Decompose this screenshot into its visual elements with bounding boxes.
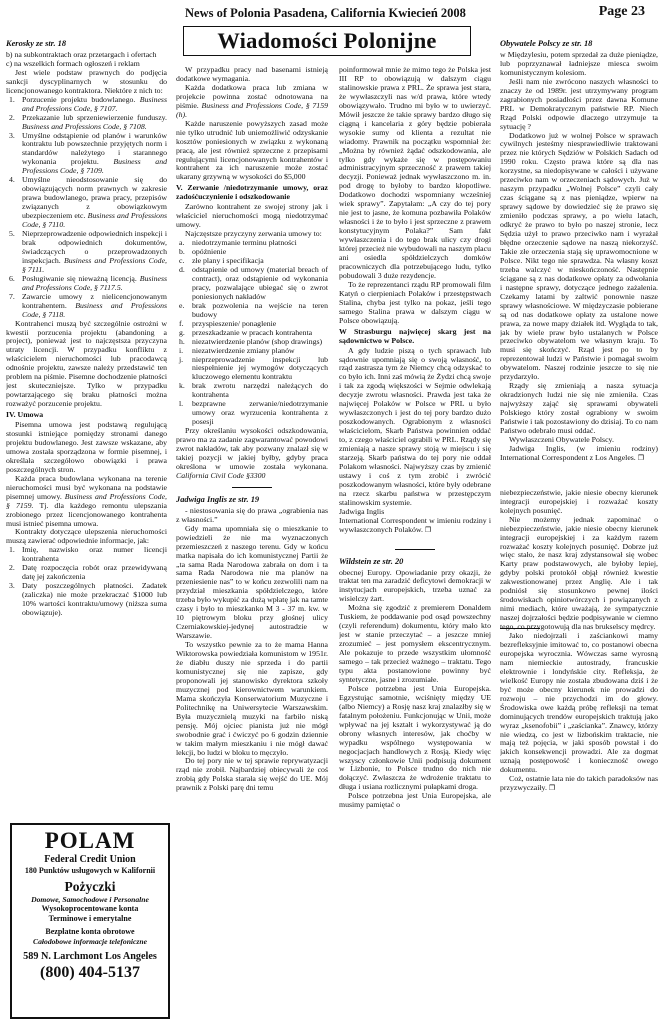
ad-line: Bezpłatne konta obrotowe	[45, 927, 135, 937]
section-heading: V. Zerwanie /niedotrzymanie umowy, oraz zadośćuczynienie i odszkodowanie	[176, 183, 328, 202]
list-item: g. przeszkadzanie w pracach kontrahenta	[179, 327, 313, 337]
paragraph: Polsce potrzebna jest Unia Europejska, ale musimy pamiętać o	[339, 791, 491, 810]
paragraph: Nie możemy jednak zapominać o niebezpieczeństwie, jakie niesie obecny kierunek integracji europejskiej i za każdym razem rozważać koszty kolejnych posunięć. Dobrze już więc stało, że nasz kraj zdystansował się wobec Karty praw podstawowych, ale byłoby lepiej, gdyby polski protokół objął również kwestie zakwestionowanej przez Anglię. Ale i tak podniósł się stosunkowo pewnej ilości środowiskach opiniotwórczych i powiązanych z nimi mediach, które uważają, że sympatycznie naszej dojrzałości będzie podpisywanie w ciemno tego, co przygotowują dla nas brukselscy mędrcy.	[500, 514, 658, 632]
paragraph: Kontrahenci muszą być szczególnie ostrożni w kwestii porzucenia projektu (abandoning a project), ponieważ jest to najczęstsza przyczyna utraty licencji. W przypadku konfliktu z właścicielem nieruchomości lub pracodawcą odnośnie projektu, zawsze należy przedstawić ten problem na piśmie. Pisemne dochodzenie płatności jest skuteczniejsze. Tylko w przypadku powtarzającego się braku płatności można rozważyć porzucenie projektu.	[6, 318, 167, 409]
paragraph: To że reprezentanci rządu RP promowali film Katyń o cierpieniach Polaków i przestępstwach Stalina, chyba jest tylko na pokaz, jeśli tego samego Stalina prawa w dalszym ciągu w Polsce obowiązują.	[339, 279, 491, 325]
list-item: 4. Umyślne nieodstosowanie się do obowiązujących norm prawnych w zakresie prawa budowlanego, prawa pracy, przepisów związanych z obowiązkowym ubezpieczeniem etc. Business and Professions Code, § 7110.	[9, 175, 167, 230]
list-item: 5. Nieprzeprowadzenie odpowiednich inspekcji i brak odpowiednich dokumentów, świadczących o przeprowadzonych inspekcjach. Business and Professions Code, § 7111.	[9, 229, 167, 274]
list-item: 3. Daty poszczególnych płatności. Zadatek (zaliczka) nie może przekraczać $1000 lub 10% wartości kontraktu/umowy (niższa suma obowiązuje).	[9, 581, 167, 618]
ad-line: Całodobowe informacje telefoniczne	[33, 937, 147, 947]
paragraph: Przy określaniu wysokości odszkodowania, prawo ma za zadanie zagwarantować powodowi zwrot nakładów, tak aby pozwany znalazł się w takiej pozycji w jakiej byłby, gdyby praca określona w umowie została wykonana. California Civil Code §3300	[176, 426, 328, 480]
list-item: a. niedotrzymanie terminu płatności	[179, 238, 297, 248]
paragraph: Zarówno kontrahent ze swojej strony jak i właściciel nieruchomości mogą niedotrzymać umowy.	[176, 202, 328, 230]
end-mark-icon: ❐	[548, 784, 556, 793]
list-item: i. niezatwierdzenie zmiany planów	[179, 345, 295, 355]
page-number: Page 23	[598, 4, 645, 19]
divider	[500, 628, 540, 629]
paragraph: Polsce potrzebna jest Unia Europejska. Egzystując samotnie, wciśnięty między UE (albo Niemcy) a Rosję nasz kraj znalazłby się w fatalnym położeniu. Funkcjonując w Unii, może wpływać na jej kształt i wykorzystywać ją do obrony własnych interesów, jak choćby w wypadku wspólnego występowania w negocjacjach handlowych z Rosją. Kiedy więc wszyscy członkowie Unii podpisują dokument w Lizbonie, to Polsce trudno do nich nie dołączyć. Zwłaszcza że wdrożenie traktatu to długa i usiana rozlicznymi pułapkami droga.	[339, 683, 491, 792]
paragraph: Jeśli nam nie zwrócono naszych własności to znaczy że od 1989r. jest utrzymywany program zagrabionych posiadłości przez dawna Komune PRL w Demokratycznym państwie RP. Niech Rząd Polski odpowie dlaczego utrzymuje ta sytuację ?	[500, 76, 658, 131]
numbered-list	[6, 546, 167, 618]
list-item: c. złe plany i specifikacja	[179, 256, 264, 266]
ad-subtitle: Federal Credit Union	[44, 854, 136, 865]
ad-loan-types: Domowe, Samochodowe i Personalne	[31, 895, 149, 904]
paragraph: Dodatkowo już w wolnej Polsce w sprawach cywilnych jesteśmy niesprawiedliwie traktowani przez nie których Sędziów w Polskich Sadach od 1990 roku. Często prawa które są dla nas korzystne, sa niedopisywane w całości i używane przeciwko nam w orzeczeniach sądowych. Już w naszym przypadku „Wolnej Polsce” czyli cały czas ściągane są z nas pieniądze, wpierw na sprawy sądowe by dowiedzieć się że prawo się zmieniło podczas sprawy, a po wielu latach, odkryć że prawo to było po naszej stronie, lecz Sędzia użył to prawo przeciwko nam i wyrażał błędne orzeczenie sądowe na naszą niekorzyść. Takie złe orzeczenia stają się uprawomocnione w Polsce. Nikt tego nie sprawdza. Na własny koszt trzeba walczyć w nieskończoność. Następnie ściągane są z nas dodatkowe opłaty za odwołania i następne sprawy, dotyczące jednego zażalenia. Czekamy latami by zaltwić ponownie nasze sprawy własnościowe. W międzyczasie pobierane są od nas dodatkowe opłaty za ustalone nowe prawa, za nowe mapy działek itd. Wygląda to tak, jak by wiele praw było ustalanych w Polsce przeciwko obywatelom we własnym kraju. To musi się skończyć. Rząd jest po to by reprezentował ludzi w Państwie i pomagał swoim obywatelom. Naszej rodzinie jeszcze to się nie przydarzyło.	[500, 130, 658, 382]
polam-advertisement	[10, 823, 170, 1019]
paragraph: Wywłaszczeni Obywatele Polscy.	[509, 434, 614, 444]
column-2	[176, 66, 328, 1018]
paragraph: Rządy się zmieniają a nasza sytuacja okradzionych ludzi nie się nie zmieniła. Czas najwyższy zająć się sprawami obywateli Polskiego który został ograbiony w swoim Państwie i tak pozostawiony do dzisiaj. To co nam Państwo odebrało musi oddać.	[500, 381, 658, 435]
paragraph: niebezpieczeństwie, jakie niesie obecny kierunek integracji europejskiej i rozważać koszty kolejnych posunięć.	[500, 487, 658, 515]
lettered-list	[176, 239, 328, 427]
ad-loans-heading: Pożyczki	[64, 879, 116, 894]
paragraph: Do tej pory nie w tej sprawie reprywatyzacji rząd nie zrobił. Najbardziej obiecywali że coś zrobią gdy Polska starała się wejść do UE. Mój prawnik z Polski parę dni temu	[176, 756, 328, 793]
column-3	[339, 66, 491, 1018]
paragraph: - niestosowania się do prawa „ograbienia nas z własności.”	[176, 505, 328, 524]
divider	[395, 549, 435, 550]
list-item: e. brak pozwolenia na wejście na teren budowy	[179, 300, 328, 319]
masthead-line: News of Polonia Pasadena, California Kwiecień 2008	[185, 6, 466, 20]
paragraph: Jest wiele podstaw prawnych do podjęcia sankcji dyscyplinarnych w stosunku do licencjonowanego kontraktora. Niektóre z nich to:	[6, 67, 167, 95]
end-mark-icon: ❐	[424, 525, 432, 534]
section-banner: Wiadomości Polonijne	[183, 26, 471, 56]
paragraph: obecnej Europy. Opowiadanie przy okazji, że traktat ten ma zaradzić deficytowi demokracji w instytucjach europejskich, trzeba uznać za wisielczy żart.	[339, 567, 491, 604]
paragraph: Pisemna umowa jest podstawą regulującą stosunki istniejące pomiędzy stronami danego projektu budowlanego. Jest zawsze wskazane, aby umowa została sporządzona w formie pisemnej, i określała szczegółowo obowiązki i prawa poszczególnych stron.	[6, 420, 167, 474]
paragraph: Każda dodatkowa praca lub zmiana w projekcie powinna zostać odnotowana na piśmie. Business and Professions Code, § 7159 (h).	[176, 82, 328, 119]
ad-phone: (800) 404-5137	[40, 963, 140, 981]
paragraph: poinformował mnie że mimo tego że Polska jest III RP to obowiązują w dalszym ciągu stalinowskie prawa z PRL. Że sprawa jest stara, że wywłaszczyli nas w/d prawa, które wtedy obowiązywało. Trudno mi było w to uwierzyć. Mówił jeszcze że takie sprawy bardzo długo się ciągną i kancelaria z góry będzie pobierała wysokie sumy od klienta a rezultat nie wiadomy. Prawnik na początku wspomniał że: „Można by również żądać odszkodowania, ale tylko gdy wykaże się w postępowaniu administracyjnym sprzeczność z prawem takiej decyzji. Ponieważ jednak wywłaszczono m. in. pod drogę to byłoby to bardzo kłopotliwe. Dodatkowo dochodzi wspomniany wcześniej wiek sprawy”. Zapytałam: „A czy do tej pory nie jest to jasne, że komuna pozbawiła Polaków własności i że to było i jest sprzeczne z prawem konstytucyjnym Polaka?” Sam fakt wywłaszczenia i do tego brak ulicy czy drogi której przecież nie wybudowali na naszym placu ani osiedla spółdzielczych domków pracowniczych dla potrzebującego ludu, tylko pobudowali 3 duże rezydencje.	[339, 66, 491, 280]
paragraph: To wszystko pewnie za to że mama Hanna Wiktorowska powiedziała komunistom w 1951r. że diabłu duszy nie sprzeda i do partii komunistycznej się nie zapisze, gdy proponowali jej stanowisko dyrektora szkoły muzycznej pod kierownictwem warunkiem. Mama skończyła Konserwatorium Muzyczne i Politechnikę na Uniwersytecie Warszawskim. Była muzycznielą muzyki na farbiło niską pensję. Mój ojciec pianista już nie mógł swobodnie grać i ćwiczyć po 6 godzin dziennie w takim małym mieszkaniu i nie mógł dawać lekcji, bo ludzi w bloku to męczyło.	[176, 640, 328, 757]
paragraph: Jadwiga Inglis, (w imieniu rodziny) International Correspondent z Los Angeles. ❐	[500, 443, 658, 462]
section-heading: IV. Umowa	[6, 410, 44, 420]
paragraph: W przypadku pracy nad basenami istnieją dodatkowe wymagania.	[176, 66, 328, 83]
ad-branches: 180 Punktów usługowych w Kalifornii	[24, 866, 156, 875]
divider	[232, 487, 272, 488]
list-item: b. opóźnienie	[179, 247, 227, 257]
ad-line: Terminowe i emerytalne	[48, 914, 132, 924]
signature-title: International Correspondent w imieniu rodziny i wywłaszczonych Polaków. ❐	[339, 515, 491, 534]
paragraph: Kontrakty dotyczące ulepszenia nieruchomości muszą zawierać odpowiednie informacje, jak:	[6, 527, 167, 546]
list-item: 2. Przekazanie lub sprzeniewierzenie funduszy. Business and Professions Code, § 7108.	[9, 112, 167, 131]
section-heading: W Strasburgu najwięcej skarg jest na sądownictwo w Polsce.	[339, 326, 491, 345]
list-item: 1. Imię, nazwisko oraz numer licencji kontrahenta	[9, 545, 167, 564]
paragraph: w Międzylesiu, potem sprzedał za duże pieniądze, lub poprzyznawał ładniejsze miesca swoim komunistycznym kolesiom.	[500, 49, 658, 77]
ad-address: 589 N. Larchmont Los Angeles	[23, 950, 157, 962]
end-mark-icon: ❐	[637, 453, 644, 462]
list-item: 2. Datę rozpoczęcia robót oraz przewidywaną datę jej zakończenia	[9, 563, 167, 582]
ad-line: Wysokoprocentowane konta	[41, 904, 139, 914]
list-item: 3. Umyślne odstąpienie od planów i warunków kontraktu lub powszechnie przyjętych norm i standardów należytego i starannego wykonania projektu. Business and Professions Code, § 7109.	[9, 130, 167, 176]
paragraph: Gdy mama upomniała się o mieszkanie to powiedzieli że nie ma wyznaczonych przemieszczeń z naszego terenu. Gdy w końcu matka napisała do ich komunistycznej Partii że „ta sama Rada Narodowa zabrała on dom i ta sama Rada Narodowa nie ma planów na przeniesienie nas” to w końcu zezwolili nam na przydział mieszkania spółdzielczego, które trzeba było wykupić za dużą wpłatę jak na tamte czasy i było to mieszkanko M 3 - 37 m. kw. w 10 piętrowym bloku przy głośnej ulicy Czerniakowskiej-jedynej autostradzie w Warszawie.	[176, 523, 328, 641]
paragraph: Coż, ostatnie lata nie do takich paradoksów nas przyzwyczaiły. ❐	[500, 774, 658, 793]
ad-brand-name: POLAM	[44, 828, 136, 853]
list-item: d. odstąpienie od umowy (material breach of contract), oraz odstąpienie od wykonania pracy, pozwalające ubiegać się o zwrot poniesionych nakładów	[179, 264, 328, 301]
paragraph: Każda praca budowlana wykonana na terenie nieruchomości musi być wykonana na podstawie pisemnej umowy. Business and Professions Code, § 7159. Tj. dla każdego remontu ulepszania zrobionego przez licencjonowanego kontrahenta musi istnieć pisemna umowa.	[6, 473, 167, 528]
list-item: 6. Posługiwanie się nieważną licencją. Business and Professions Code, § 7117.5.	[9, 273, 167, 292]
paragraph: Jako niedojrzali i zaściankowi mamy bezrefleksyjnie imitować to, co postanowi obecna europejska wyrocznia. Wówczas same wyrosną nam niemieckie autostrady, francuskie elektrownie i londyńskie city. Refleksja, że wielkość Europy nie została zbudowana dziś i że być może obecny kierunek nie prowadzi do rozwoju – nie przychodzi im do głowy. Środowiska owe każdą próbę refleksji na temat dominujących trendów europejskich traktują jako wyraz „ksenofobii” i „zaścianka”. Znawcy, którzy nie wiedzą, co jest w lizbońskim traktacie, nie mają też pojęcia, w jaki sposób powstał i do jakich konsekwencji prowadzi. Ale za dogmat uznają postępowość i konieczność owego dokumentu.	[500, 631, 658, 775]
paragraph: Można się zgodzić z premierem Donaldem Tuskiem, że poddawanie pod osąd powszechny (czyli referendum) dokumentu, który mało kto jest w stanie przeczytać – a jeszcze mniej zrozumieć – jest pomysłem ekscentrycznym. Ale pokazuje to przede wszystkim ułomność samego – tak przecież ważnego – traktatu. Tego typu akta postanowione powinny być syntetyczne, jasne i zrozumiałe.	[339, 603, 491, 684]
list-item: 1. Porzucenie projektu budowlanego. Business and Professions Code, § 7107.	[9, 94, 167, 113]
list-item: k. brak zwrotu narzędzi należących do kontrahenta	[179, 381, 328, 400]
byline-kerosky: Kerosky ze str. 18	[6, 40, 67, 48]
list-item: j. nieprzeprowadzenie inspekcji lub niespełnienie jej wymogów dotyczących kluczowego elementu kontraktu	[179, 354, 328, 382]
list-item: f. przyspieszenie/ ponaglenie	[179, 318, 277, 328]
numbered-list	[6, 96, 167, 320]
column-4	[500, 40, 658, 1020]
list-item: 7. Zawarcie umowy z nielicencjonowanym kontrahentem. Business and Professions Code, § 7118.	[9, 291, 167, 319]
signature-name: Jadwiga Inglis	[339, 506, 385, 516]
paragraph: Najczęstsze przyczyny zerwania umowy to:	[185, 229, 322, 239]
byline-inglis: Jadwiga Inglis ze str. 19	[176, 494, 260, 504]
list-item: h. niezatwierdzenie planów (shop drawings)	[179, 336, 323, 346]
paragraph: Każde naruszenie powyższych zasad może nie tylko utrudnić lub uniemożliwić odzyskanie kosztów poniesionych w związku z wykonaną pracą, ale jest również sprzeczne z przepisami regulującymi licencjonowanych kontrahentów i kontrahent za ich naruszenie może zostać ukarany grzywną w wysokości do $5,000	[176, 118, 328, 182]
byline-obywatele: Obywatele Polscy ze str. 18	[500, 40, 593, 48]
paragraph: b) na subkontraktach oraz przetargach i ofertach	[6, 49, 157, 59]
byline-wildstein: Wildstein ze str. 20	[339, 556, 404, 566]
paragraph: A gdy ludzie piszą o tych sprawach lub sądownie upomniają się o swoją własność, to rząd zastrasza tym że Niemcy chcą odzyskać to co było ich. Inni zaś mówią że Żydzi chcą swoje i tak za zgodą większości w Sejmie odwlekają decyzje zwrotu własności. Prawda jest taka że najwięcej Polaków w Polsce w PRL u było wywłaszczonych i jest do tej pory bardzo dużo poszkodowanych. Ograbionym z własności właścicielom, Skarb Państwa powinnien oddać to, z czego właściciel ograbili w PRL. Rządy się zmieniają a nasze sprawy stoją w miejscu i się starzeją. Skarb państwa do tej pory nie oddał Polakom własności. Najwyższy czas by zmienić ustawy i coś z tym zrobić i zwrócić poszkodowanym własności, które były odebrane na rzecz skarbu państwa w przestępczym stalinowskim systemie.	[339, 345, 491, 507]
list-item: l. bezprawne zerwanie/niedotrzymanie umowy oraz wyrzucenia kontrahenta z posesji	[179, 399, 328, 427]
paragraph: c) na wszelkich formach ogłoszeń i reklam	[6, 58, 140, 68]
spacer	[500, 463, 658, 489]
column-1	[6, 40, 167, 820]
